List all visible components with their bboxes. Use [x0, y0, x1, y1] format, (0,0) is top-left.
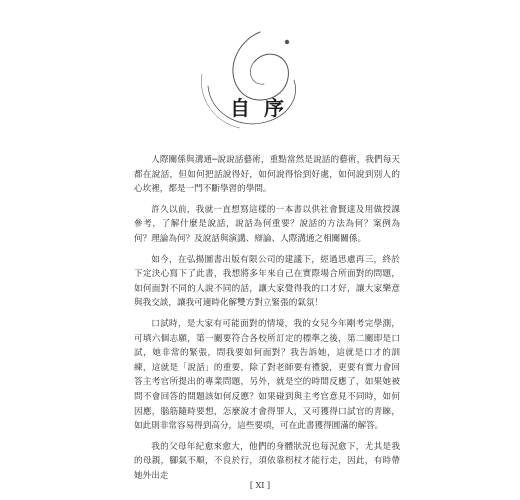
preface-body — [134, 153, 400, 489]
paragraph: 人際關係與溝通─說說話藝術，重點當然是說話的藝術，我們每天都在說話，但如何把話說得好，如何說得恰到好處，如何說到別人的心坎裡，都是一門不斷學習的學問。 — [134, 155, 400, 195]
paragraph: 如今，在弘揚圖書出版有限公司的建議下，經過思慮再三，終於下定決心寫下了此書，我想將多年來自己在實際場合所面對的問題，如何面對不同的人說不同的話，讓大家覺得我的口才好，讓大家樂意與我交談，讓我可適時化解雙方對立緊張的氣氛！ — [134, 254, 400, 309]
page-title: 自序 — [230, 96, 298, 120]
page-number: [ XI ] — [249, 481, 271, 490]
paragraph: 口試時，是大家有可能面對的情境，我的女兒今年剛考完學測，可填六個志願，第一關要符合各校所訂定的標準之後，第二關即是口試，她非常的緊張，問我要如何面對？我告訴她，這就是口才的訓練，這就是「說話」的重要，除了對老師要有禮貌，更要有實力會回答主考官所提出的專業問題，另外，就是空的時間反應了，如果她被問不會回答的問題該如何反應？如果碰到與主考官意見不同時，如何因應，腦筋隨時要想，怎麼說才會得罪人，又可獲得口試官的青睞，如此則非常容易得到高分，這些要項，可在此書獲得圓滿的解答。 — [134, 318, 400, 432]
paragraph: 許久以前，我就一直想寫這樣的一本書以供社會賢達及用做授課參考，了解什麼是說話，說話為何重要？說話的方法為何？案例為何？理論為何？及說話與演講、辯論、人際溝通之相關關係。 — [134, 204, 400, 244]
decorative-swirl-ornament — [188, 26, 308, 138]
paragraph: 我的父母年紀愈來愈大，他們的身體狀況也每況愈下，尤其是我的母親，腳氣不順，不良於行，須依靠枴杖才能行走，因此，有時帶她外出走 — [134, 441, 400, 481]
